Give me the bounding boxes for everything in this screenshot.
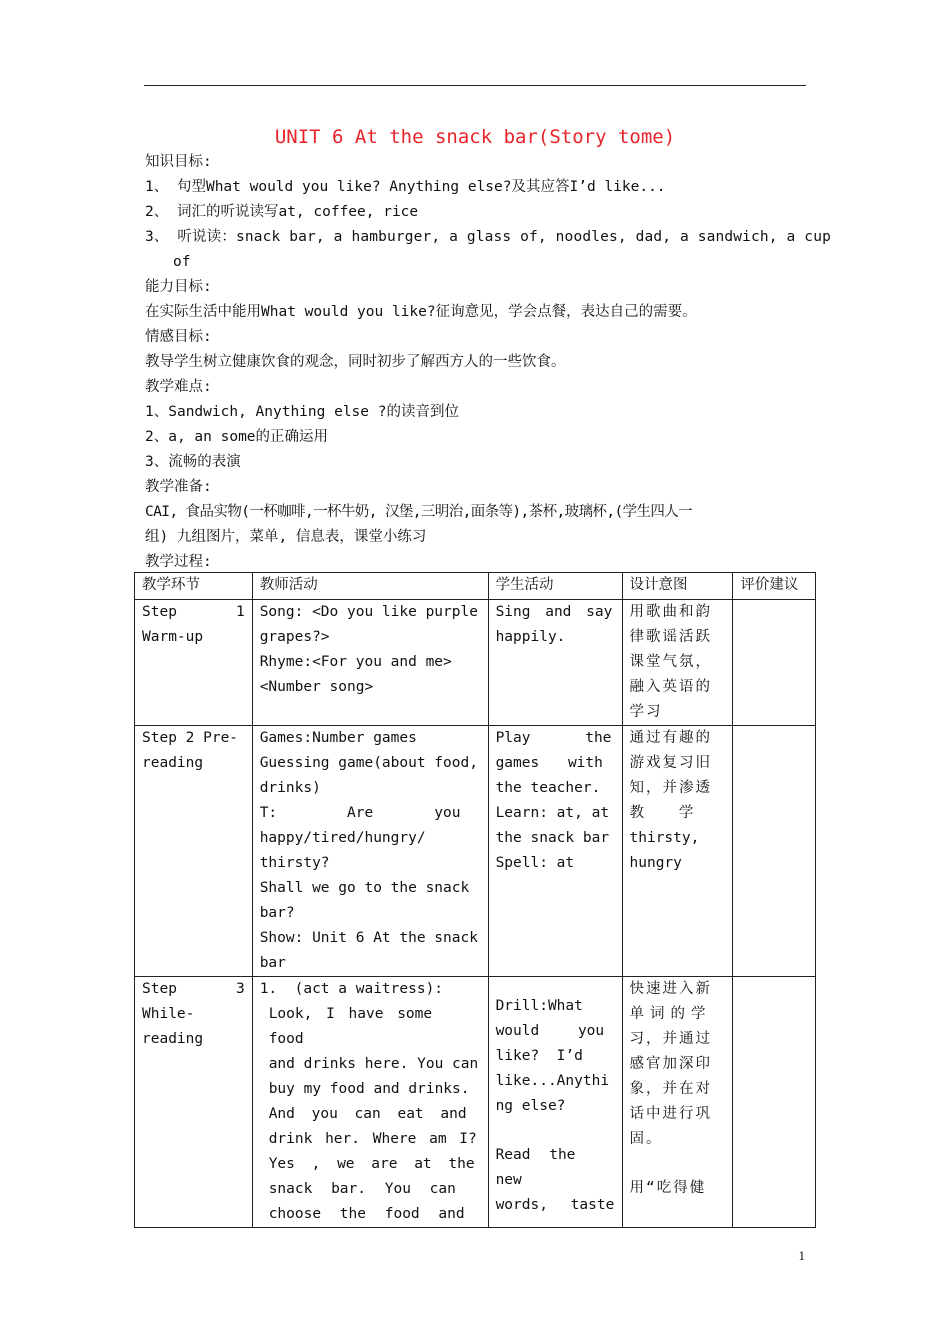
teacher-line: Rhyme:<For you and me> xyxy=(259,654,452,670)
teacher-line: drinks) xyxy=(259,780,321,796)
step-line: Step 2 Pre- xyxy=(142,730,239,746)
cell-step xyxy=(135,977,253,1228)
cell-step xyxy=(135,600,253,726)
difficulty-item-3: 3、流畅的表演 xyxy=(145,454,241,470)
teacher-line: drink her. Where am I? xyxy=(268,1131,477,1147)
difficulty-item-1: 1、Sandwich, Anything else ?的读音到位 xyxy=(145,404,459,420)
teacher-line: Yes , we are at the xyxy=(268,1156,475,1172)
student-line: Drill:What xyxy=(495,998,583,1014)
process-table xyxy=(134,572,816,1228)
teacher-line: and drinks here. You can xyxy=(268,1056,479,1072)
teacher-line: Show: Unit 6 At the snack xyxy=(259,930,478,946)
teacher-line: bar xyxy=(259,955,286,971)
cell-student xyxy=(488,600,622,726)
emotion-text: 教导学生树立健康饮食的观念，同时初步了解西方人的一些饮食。 xyxy=(145,354,566,370)
cell-intent xyxy=(622,600,733,726)
objectives-section xyxy=(145,150,831,575)
step-line: reading xyxy=(142,1031,204,1047)
intent-line: 游戏复习旧 xyxy=(629,755,713,771)
difficulty-item-2: 2、a, an some的正确运用 xyxy=(145,429,329,445)
student-line: Sing and say xyxy=(495,604,613,620)
step-line: reading xyxy=(142,755,204,771)
student-line: the snack bar xyxy=(495,830,610,846)
intent-line: 学习 xyxy=(629,704,663,720)
step-line: While- xyxy=(142,1006,195,1022)
intent-line: 用歌曲和韵 xyxy=(629,604,713,620)
teacher-line: Look, I have some food xyxy=(268,1006,433,1047)
step-line: Step 3 xyxy=(142,981,245,997)
cell-teacher xyxy=(252,977,488,1228)
student-line: the teacher. xyxy=(495,780,601,796)
ability-heading: 能力目标: xyxy=(145,279,212,295)
teacher-line: Games:Number games xyxy=(259,730,417,746)
knowledge-heading: 知识目标: xyxy=(145,154,212,170)
cell-student xyxy=(488,726,622,977)
teacher-line: Song: <Do you like purple xyxy=(259,604,478,620)
student-line: words, taste xyxy=(495,1197,615,1213)
cell-eval xyxy=(733,600,816,726)
knowledge-item-3-cont: of xyxy=(173,254,191,270)
intent-line: 习，并通过 xyxy=(629,1031,713,1047)
knowledge-item-1: 1、 句型What would you like? Anything else?及其应答I’d like... xyxy=(145,179,666,195)
intent-line: 用“吃得健 xyxy=(629,1180,707,1196)
table-row xyxy=(135,726,816,977)
cell-student xyxy=(488,977,622,1228)
emotion-heading: 情感目标: xyxy=(145,329,212,345)
intent-line: hungry xyxy=(629,855,682,871)
knowledge-item-3: 3、 听说读：snack bar, a hamburger, a glass of, noodles, dad, a sandwich, a cup xyxy=(145,229,831,245)
student-line: like? I’d xyxy=(495,1048,583,1064)
intent-line: 象，并在对 xyxy=(629,1081,713,1097)
student-line: Play the xyxy=(495,730,612,746)
teacher-line: grapes?> xyxy=(259,629,330,645)
intent-line: 知，并渗透 xyxy=(629,780,713,796)
prep-heading: 教学准备: xyxy=(145,479,212,495)
student-line: Read the new xyxy=(495,1147,576,1188)
process-heading: 教学过程: xyxy=(145,554,212,570)
teacher-line: 1. (act a waitress): xyxy=(259,981,444,997)
cell-eval xyxy=(733,726,816,977)
teacher-line: T: Are you xyxy=(259,805,461,821)
intent-line: 课堂气氛， xyxy=(629,654,713,670)
teacher-line: happy/tired/hungry/ xyxy=(259,830,426,846)
student-line: Spell: at xyxy=(495,855,575,871)
teacher-line: Shall we go to the snack xyxy=(259,880,470,896)
teacher-line: thirsty? xyxy=(259,855,330,871)
teacher-line: choose the food and xyxy=(268,1206,465,1222)
cell-teacher xyxy=(252,726,488,977)
intent-line: 感官加深印 xyxy=(629,1056,713,1072)
intent-line: thirsty, xyxy=(629,830,700,846)
ability-text: 在实际生活中能用What would you like?征询意见，学会点餐，表达自己的需要。 xyxy=(145,304,697,320)
header-rule xyxy=(144,85,806,86)
table-row xyxy=(135,600,816,726)
student-line: would you xyxy=(495,1023,605,1039)
intent-line: 快速进入新 xyxy=(629,981,713,997)
page-number: 1 xyxy=(798,1248,805,1263)
cell-intent xyxy=(622,726,733,977)
intent-line: 融入英语的 xyxy=(629,679,713,695)
difficulty-heading: 教学难点: xyxy=(145,379,212,395)
student-line: games with xyxy=(495,755,603,771)
header-eval: 评价建议 xyxy=(733,573,816,600)
header-teacher: 教师活动 xyxy=(252,573,488,600)
intent-line: 通过有趣的 xyxy=(629,730,713,746)
intent-line: 固。 xyxy=(629,1131,663,1147)
teacher-line: bar? xyxy=(259,905,295,921)
teacher-line: snack bar. You can xyxy=(268,1181,456,1197)
student-line: like...Anythi xyxy=(495,1073,610,1089)
student-line: ng else? xyxy=(495,1098,566,1114)
cell-eval xyxy=(733,977,816,1228)
prep-text-1: CAI, 食品实物(一杯咖啡,一杯牛奶, 汉堡,三明治,面条等),茶杯,玻璃杯,(学生四人一 xyxy=(145,504,693,520)
cell-teacher xyxy=(252,600,488,726)
table-row xyxy=(135,977,816,1228)
prep-text-2: 组) 九组图片，菜单, 信息表，课堂小练习 xyxy=(145,529,427,545)
teacher-line: <Number song> xyxy=(259,679,374,695)
step-line: Step 1 xyxy=(142,604,245,620)
header-student: 学生活动 xyxy=(488,573,622,600)
student-line: Learn: at, at xyxy=(495,805,610,821)
header-intent: 设计意图 xyxy=(622,573,733,600)
cell-intent xyxy=(622,977,733,1228)
document-title: UNIT 6 At the snack bar(Story tome) xyxy=(274,126,676,148)
intent-line: 话中进行巩 xyxy=(629,1106,713,1122)
step-line: Warm-up xyxy=(142,629,204,645)
intent-line: 单词的学 xyxy=(629,1006,712,1022)
teacher-line: And you can eat and xyxy=(268,1106,467,1122)
teacher-line: buy my food and drinks. xyxy=(268,1081,470,1097)
table-header-row xyxy=(135,573,816,600)
intent-line: 律歌谣活跃 xyxy=(629,629,713,645)
cell-step xyxy=(135,726,253,977)
header-step: 教学环节 xyxy=(135,573,253,600)
intent-line: 教 学 xyxy=(629,805,694,821)
student-line: happily. xyxy=(495,629,566,645)
teacher-line: Guessing game(about food, xyxy=(259,755,478,771)
knowledge-item-2: 2、 词汇的听说读写at, coffee, rice xyxy=(145,204,419,220)
